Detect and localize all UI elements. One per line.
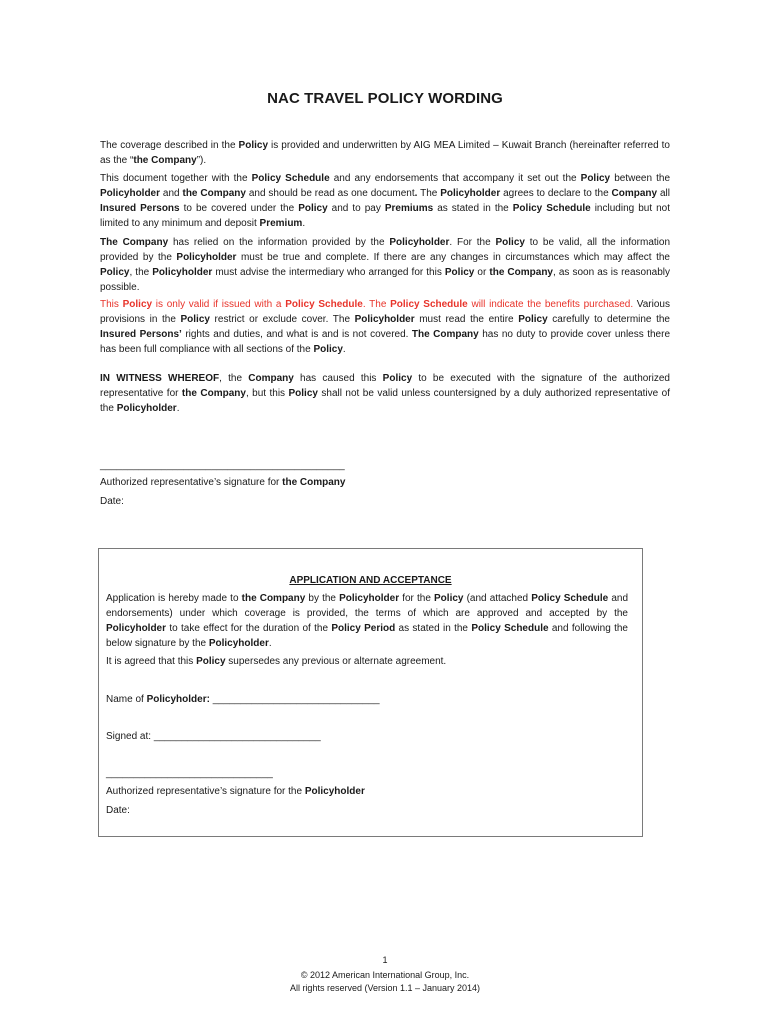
text-run: and to pay [327, 203, 385, 214]
text-run: shall not be valid unless countersigned by a duly authorized representative of the [100, 388, 670, 414]
text-run: Policy Period [331, 623, 396, 634]
text-run: This [100, 299, 123, 310]
text-run: The [417, 188, 441, 199]
supersede-paragraph [106, 654, 628, 669]
text-run: must be true and complete. If there are any changes in circumstances which may affect the [236, 252, 670, 263]
text-run: Policy Schedule [512, 203, 591, 214]
text-run: and [160, 188, 183, 199]
text-run: agrees to declare to the [500, 188, 612, 199]
text-run: Premium [259, 218, 303, 229]
text-run: Policy [434, 593, 464, 604]
text-run: as stated in the [395, 623, 472, 634]
text-run: Company [611, 188, 658, 199]
text-run: Policyholder [339, 593, 400, 604]
text-run: to be valid, all the information provided by the [100, 237, 671, 263]
text-run: the Company [181, 388, 246, 399]
text-run: Policyholder [440, 188, 501, 199]
text-run: Insured Persons’ [100, 329, 182, 340]
text-run: and any endorsements that accompany it set out the [329, 173, 581, 184]
text-run: Authorized representative’s signature for [100, 477, 283, 488]
text-run: Policyholder [116, 403, 177, 414]
signed-at-field: Signed at: ______________________________ [106, 731, 321, 742]
text-run: Policy [444, 267, 475, 278]
text-run: Policy Schedule [471, 623, 549, 634]
text-run: It is agreed that this [106, 656, 197, 667]
text-run: and endorsements) under which coverage is provided, the terms of which are approved and accepted by the [106, 593, 629, 619]
text-run: all [657, 188, 670, 199]
text-run: ______________________________ [209, 694, 380, 705]
text-run: Policyholder [389, 237, 450, 248]
text-run: Policy Schedule [251, 173, 330, 184]
copyright-notice: © 2012 American International Group, Inc. [300, 970, 470, 980]
text-run: the Company [241, 593, 306, 604]
text-run: Name of [106, 694, 147, 705]
text-run: Company [248, 373, 294, 384]
text-run: . [342, 344, 346, 355]
text-run: Various provisions in the [100, 299, 670, 325]
text-run: and should be read as one document [245, 188, 415, 199]
text-run: Premiums [384, 203, 434, 214]
text-run: . For the [449, 237, 496, 248]
text-run: Policy [122, 299, 153, 310]
text-run: has no duty to provide cover unless there has been full compliance with all sections of the [100, 329, 670, 355]
text-run: has caused this [293, 373, 383, 384]
text-run: supersedes any previous or alternate agreement. [225, 656, 447, 667]
text-run: to be covered under the [179, 203, 299, 214]
text-run: the Company [133, 155, 197, 166]
text-run: . [176, 403, 180, 414]
text-run: carefully to determine the [547, 314, 670, 325]
application-paragraph [106, 591, 628, 651]
company-date-label: Date: [100, 496, 124, 507]
text-run: restrict or exclude cover. The [209, 314, 355, 325]
text-run: the Company [282, 477, 346, 488]
text-run: Policy [518, 314, 548, 325]
policyholder-signature-label [106, 784, 365, 799]
text-run: Policy [382, 373, 413, 384]
text-run: Policy [580, 173, 611, 184]
text-run: The coverage described in the [100, 140, 239, 151]
text-run: the Company [489, 267, 553, 278]
text-run: Policy Schedule [285, 299, 363, 310]
text-run: Policy Schedule [531, 593, 609, 604]
text-run: Policyholder [152, 267, 213, 278]
text-run: Insured Persons [100, 203, 180, 214]
text-run: as stated in the [433, 203, 513, 214]
text-run: Policy [313, 344, 343, 355]
text-run: the Company [182, 188, 246, 199]
document-title: NAC TRAVEL POLICY WORDING [267, 90, 503, 107]
page-number: 1 [382, 955, 388, 965]
company-signature-line: ____________________________________________ [100, 460, 345, 471]
text-run: , as soon as is reasonably possible. [100, 267, 671, 293]
application-title: APPLICATION AND ACCEPTANCE [289, 575, 452, 586]
rights-notice: All rights reserved (Version 1.1 – January 2014) [289, 983, 481, 993]
text-run: Policyholder [106, 623, 167, 634]
text-run: . [268, 638, 272, 649]
text-run: Policyholder [176, 252, 237, 263]
paragraph-in-witness [100, 371, 670, 416]
paragraph-document-scope [100, 171, 670, 231]
text-run: Policy [298, 203, 328, 214]
policyholder-signature-line: ______________________________ [106, 768, 273, 779]
text-run: . [414, 188, 418, 199]
text-run: Policyholder [208, 638, 269, 649]
text-run: , but this [245, 388, 289, 399]
text-run: Policy Schedule [390, 299, 468, 310]
text-run: The Company [100, 237, 169, 248]
text-run: Policy [100, 267, 130, 278]
text-run: (and attached [463, 593, 532, 604]
text-run: This document together with the [100, 173, 252, 184]
company-signature-label [100, 475, 345, 490]
text-run: Authorized representative’s signature for the [106, 786, 305, 797]
text-run: Policy [238, 140, 269, 151]
text-run: must read the entire [414, 314, 519, 325]
text-run: to be executed with the signature of the authorized representative for [100, 373, 670, 399]
text-run: has relied on the information provided by the [168, 237, 390, 248]
text-run: . The [362, 299, 391, 310]
policyholder-date-label: Date: [106, 805, 130, 816]
text-run: Policy [495, 237, 525, 248]
text-run: for the [399, 593, 435, 604]
paragraph-validity [100, 297, 670, 357]
text-run: IN WITNESS WHEREOF [100, 373, 220, 384]
paragraph-underwriter [100, 138, 670, 168]
policyholder-name-field [106, 692, 380, 707]
text-run: Policyholder: [146, 694, 210, 705]
text-run: including but not limited to any minimum and deposit [100, 203, 671, 229]
text-run: will indicate the benefits purchased. [467, 299, 634, 310]
text-run: rights and duties, and what is and is not covered. [181, 329, 412, 340]
text-run: ”). [196, 155, 207, 166]
text-run: The Company [411, 329, 479, 340]
text-run: Policyholder [354, 314, 415, 325]
text-run: , the [129, 267, 153, 278]
application-acceptance-box [98, 548, 643, 837]
text-run: is only valid if issued with a [152, 299, 286, 310]
text-run: must advise the intermediary who arranged for this [212, 267, 445, 278]
text-run: by the [305, 593, 340, 604]
text-run: Policyholder [100, 188, 161, 199]
text-run: , the [219, 373, 249, 384]
text-run: and following the below signature by the [106, 623, 628, 649]
text-run: between the [610, 173, 671, 184]
text-run: Application is hereby made to [106, 593, 242, 604]
text-run: Policyholder [304, 786, 365, 797]
text-run: Policy [180, 314, 210, 325]
text-run: or [474, 267, 490, 278]
text-run: Policy [196, 656, 226, 667]
text-run: . [302, 218, 306, 229]
text-run: is provided and underwritten by AIG MEA Limited – Kuwait Branch (hereinafter referred to as the “ [100, 140, 670, 166]
text-run: Policy [288, 388, 318, 399]
paragraph-information-reliance [100, 235, 670, 295]
text-run: to take effect for the duration of the [166, 623, 332, 634]
